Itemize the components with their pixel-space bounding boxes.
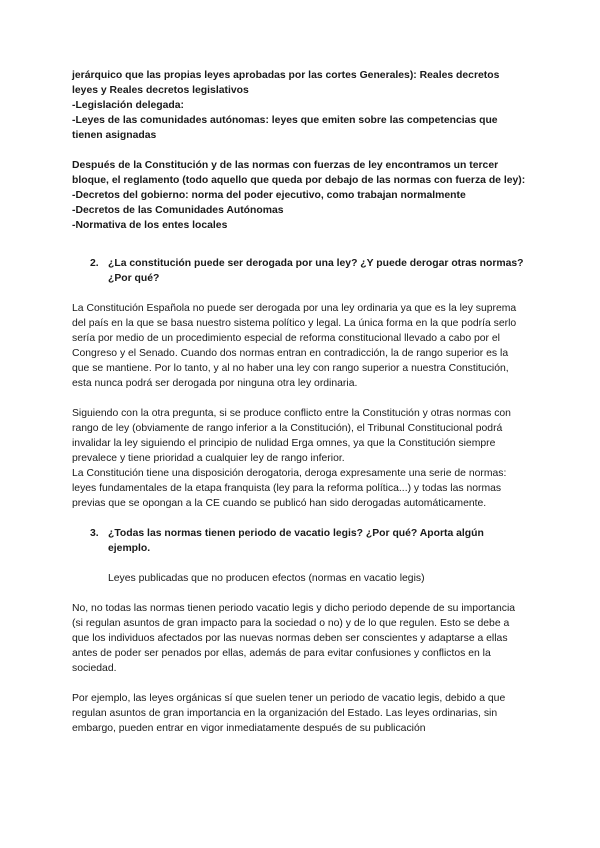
answer-paragraph: Siguiendo con la otra pregunta, si se produce conflicto entre la Constitución y otras normas con rango de ley (obviamente de rango inferior a la Constitución), el Tribunal Constitucional podrá invalidar la ley siguiendo el principio de nulidad Erga omnes, ya que la Constitución siempre prevalece y tiene prioridad a cualquier ley de rango inferior. — [72, 408, 511, 464]
question-number: 3. — [90, 528, 99, 539]
question-subtitle: Leyes publicadas que no producen efectos (normas en vacatio legis) — [108, 573, 425, 584]
question-number: 2. — [90, 258, 99, 269]
answer-paragraph: La Constitución tiene una disposición derogatoria, deroga expresamente una serie de normas: leyes fundamentales de la etapa franquista (ley para la reforma política...) y todas las normas previas que se opongan a la CE cuando se publicó han sido derogadas automáticamente. — [72, 468, 507, 509]
hierarchy-continuation: jerárquico que las propias leyes aprobadas por las cortes Generales): Reales decretos leyes y Reales decretos legislativos — [72, 70, 500, 96]
document-page — [72, 68, 528, 736]
regulation-intro: Después de la Constitución y de las normas con fuerzas de ley encontramos un tercer bloque, el reglamento (todo aquello que queda por debajo de las normas con fuerza de ley): — [72, 160, 526, 186]
autonomous-community-laws-item: -Leyes de las comunidades autónomas: leyes que emiten sobre las competencias que tienen asignadas — [72, 115, 498, 141]
delegated-legislation-item: -Legislación delegada: — [72, 100, 185, 111]
question-title: ¿La constitución puede ser derogada por una ley? ¿Y puede derogar otras normas? ¿Por qué? — [108, 258, 524, 284]
answer-paragraph: La Constitución Española no puede ser derogada por una ley ordinaria ya que es la ley suprema del país en la que se basa nuestro sistema político y legal. La única forma en la que podría serlo sería por medio de un procedimiento especial de reforma constitucional llevado a cabo por el Congreso y el Senado. Cuando dos normas entran en contradicción, la de rango superior es la que se mantiene. Por lo tanto, y al no haber una ley con rango superior a nuestra Constitución, esta nunca podrá ser derogada por ninguna otra ley ordinaria. — [72, 303, 517, 389]
regulation-item: -Normativa de los entes locales — [72, 220, 228, 231]
question-2-heading — [90, 256, 528, 286]
answer-paragraph: Por ejemplo, las leyes orgánicas sí que suelen tener un periodo de vacatio legis, debido a que regulan asuntos de gran importancia en la organización del Estado. Las leyes ordinarias, sin embargo, pueden entrar en vigor inmediatamente después de su publicación — [72, 693, 506, 734]
question-title: ¿Todas las normas tienen periodo de vacatio legis? ¿Por qué? Aporta algún ejemplo. — [108, 528, 484, 554]
regulation-item: -Decretos del gobierno: norma del poder ejecutivo, como trabajan normalmente — [72, 190, 466, 201]
regulation-item: -Decretos de las Comunidades Autónomas — [72, 205, 284, 216]
question-3-heading — [90, 526, 528, 556]
answer-paragraph: No, no todas las normas tienen periodo vacatio legis y dicho periodo depende de su importancia (si regulan asuntos de gran impacto para la sociedad o no) y de lo que regulen. Esto se debe a que los individuos afectados por las nuevas normas deben ser conscientes y adaptarse a ellas antes de poder ser penados por ellas, además de para evitar confusiones y conflictos en la sociedad. — [72, 603, 516, 674]
